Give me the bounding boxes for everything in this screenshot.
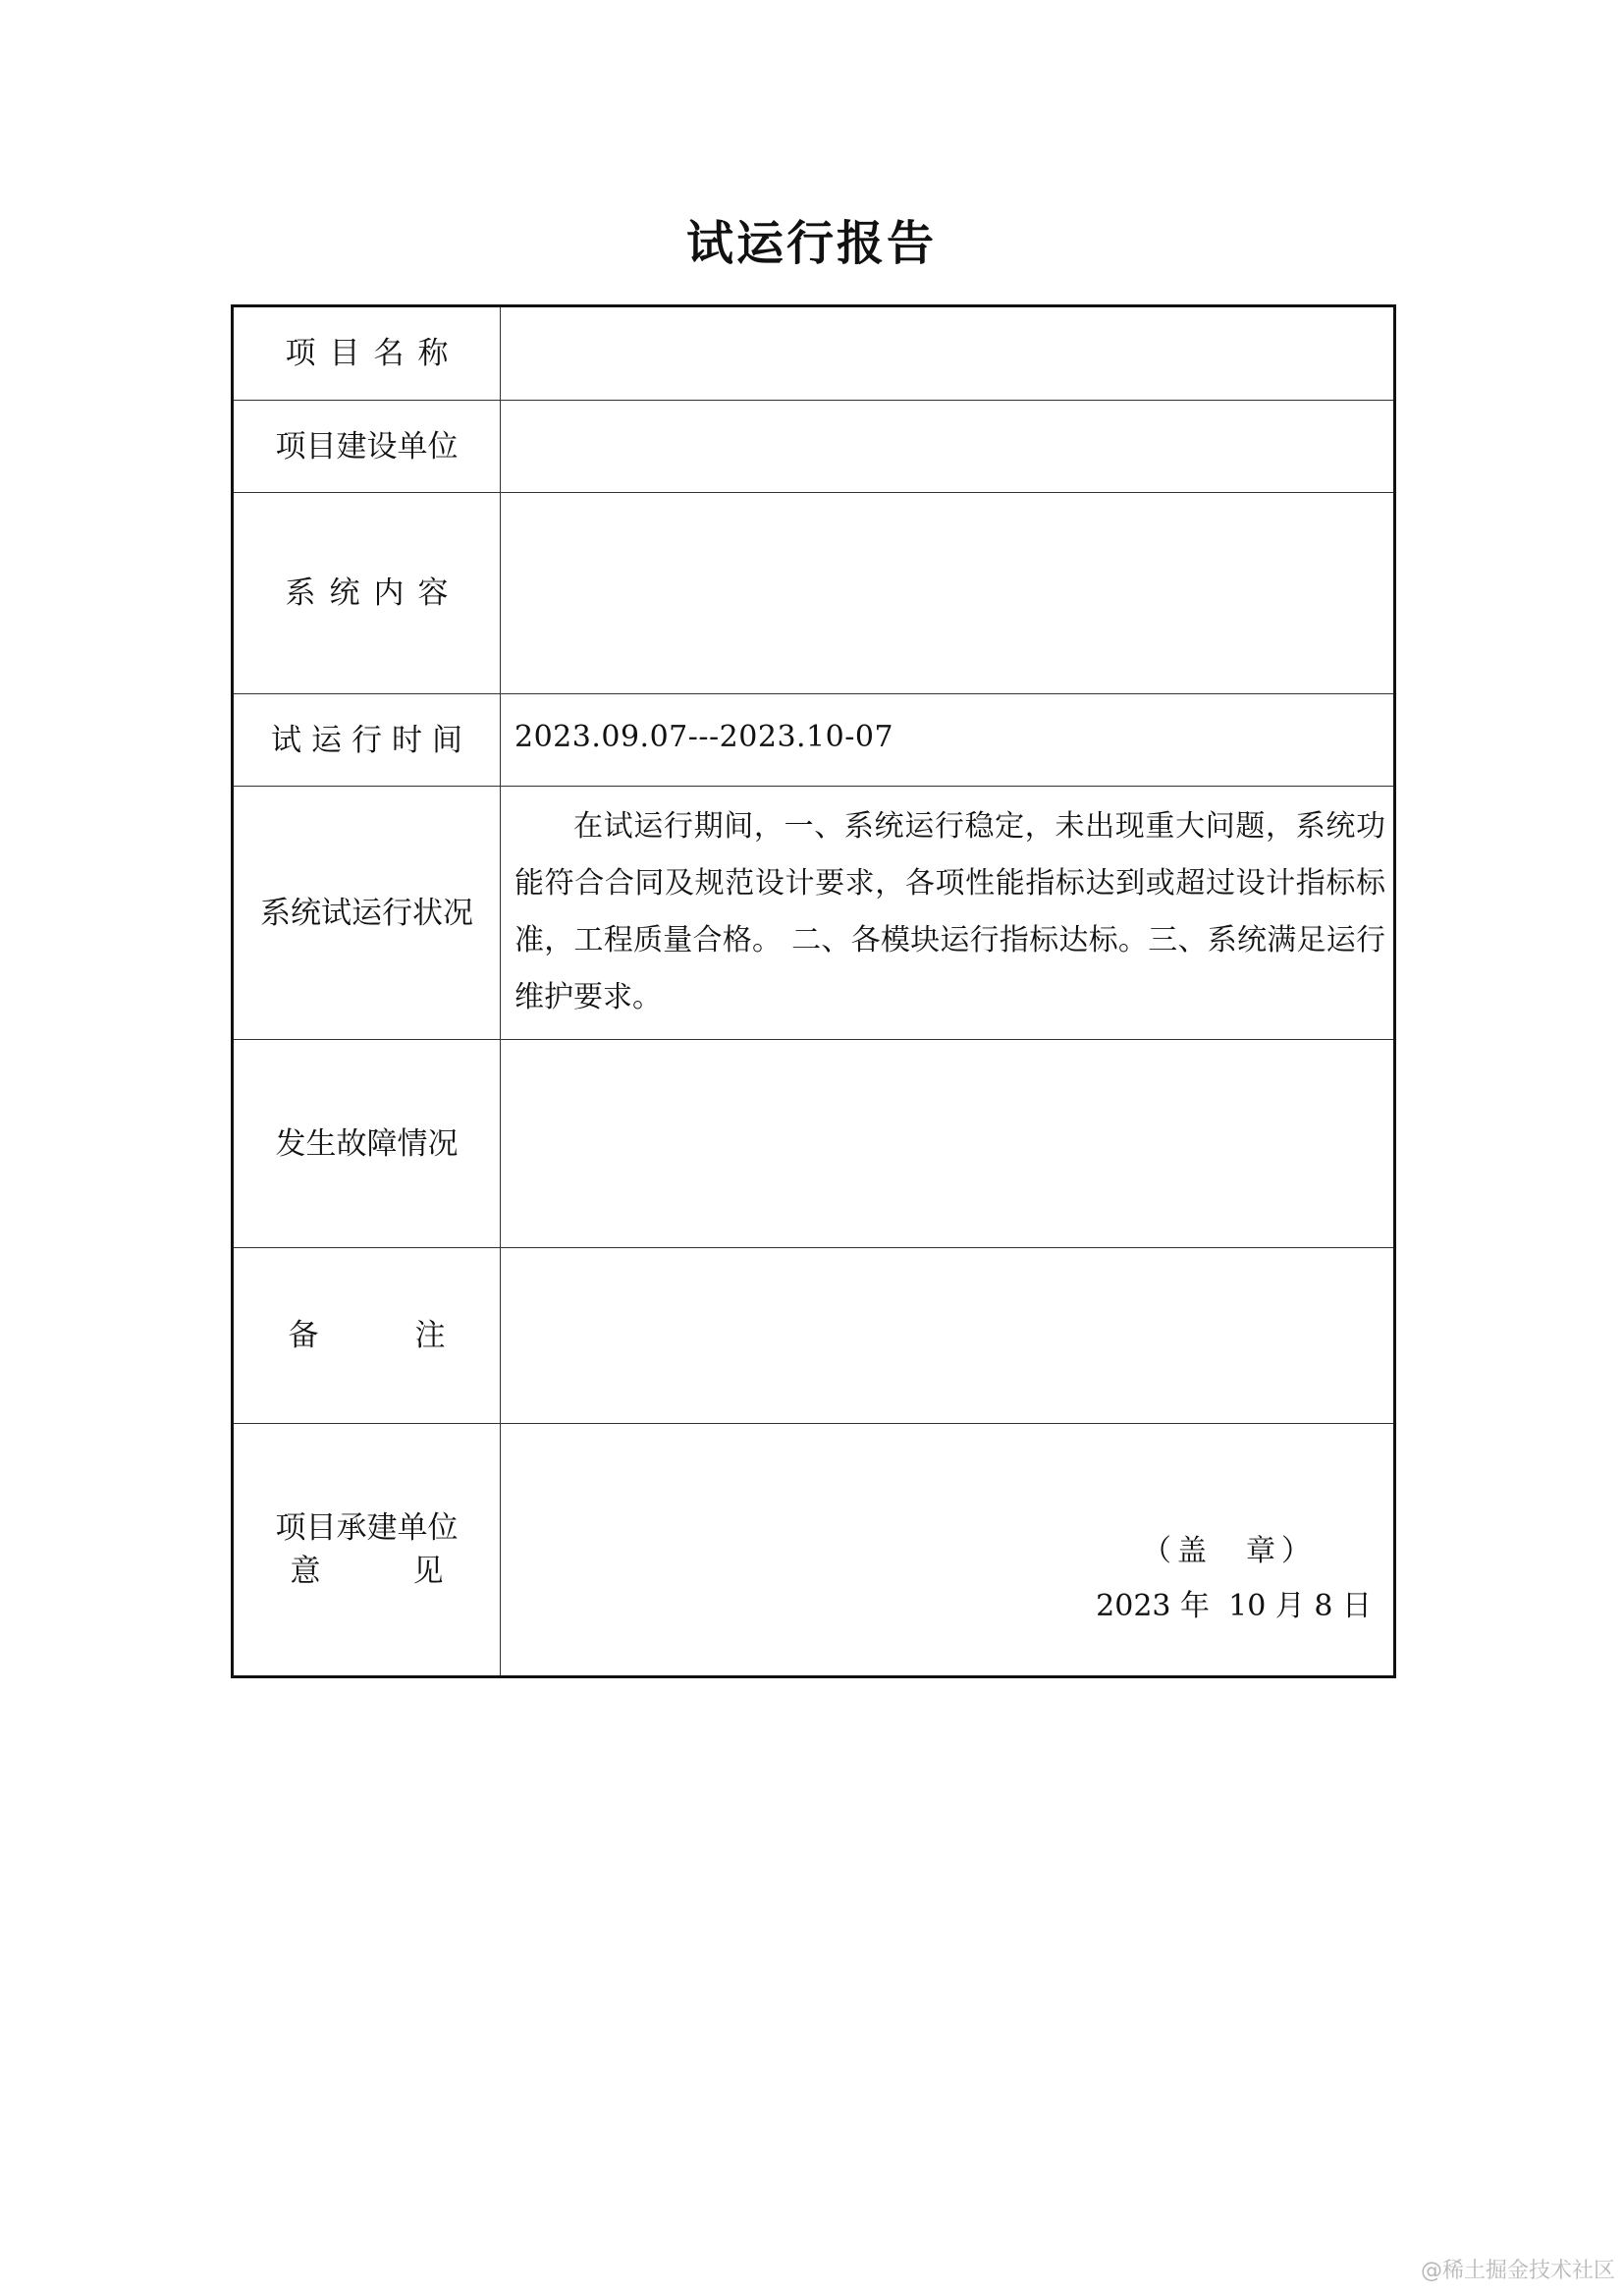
faults-value — [501, 1040, 1393, 1247]
row-trial-time — [234, 693, 1393, 786]
system-content-value — [501, 493, 1393, 693]
contractor-opinion-label-line2 — [277, 1550, 458, 1593]
stamp-placeholder — [1142, 1526, 1317, 1569]
trial-time-value: 2023.09.07---2023.10-07 — [514, 720, 894, 754]
project-name-label — [234, 307, 501, 400]
trial-status-label-text: 系统试运行状况 — [260, 895, 473, 931]
report-table — [231, 304, 1396, 1678]
remarks-label — [234, 1248, 501, 1423]
construction-unit-label-text: 项目建设单位 — [275, 428, 459, 465]
remarks-label-group — [289, 1313, 446, 1358]
faults-label — [234, 1040, 501, 1247]
watermark: @稀土掘金技术社区 — [1420, 2259, 1615, 2283]
contractor-opinion-value — [501, 1424, 1393, 1675]
row-trial-status — [234, 786, 1393, 1039]
row-remarks — [234, 1247, 1393, 1423]
row-contractor-opinion — [234, 1423, 1393, 1675]
contractor-opinion-label-line2-left: 意 — [290, 1554, 321, 1589]
project-name-value — [501, 307, 1393, 400]
trial-time-label-text: 试运行时间 — [271, 722, 472, 758]
sign-date: 2023 年 10 月 8 日 — [1096, 1589, 1372, 1623]
stamp-close: 章） — [1246, 1534, 1317, 1568]
trial-status-text: 在试运行期间，一、系统运行稳定，未出现重大问题，系统功能符合合同及规范设计要求，各项性能指标达到或超过设计指标标准，工程质量合格。 二、各模块运行指标达标。三、系统满足运行维护要求。 — [514, 809, 1385, 1014]
construction-unit-label — [234, 401, 501, 492]
stamp-open: （盖 — [1142, 1534, 1213, 1568]
contractor-opinion-label — [234, 1424, 501, 1675]
row-project-name — [234, 307, 1393, 400]
trial-time-value-cell — [501, 694, 1393, 786]
contractor-opinion-label-line2-right: 见 — [412, 1554, 444, 1589]
project-name-label-text: 项目名称 — [285, 336, 462, 371]
faults-label-text: 发生故障情况 — [275, 1125, 459, 1162]
remarks-value — [501, 1248, 1393, 1423]
row-construction-unit — [234, 400, 1393, 492]
row-system-content — [234, 492, 1393, 693]
document-title: 试运行报告 — [685, 216, 937, 271]
trial-status-label — [234, 787, 501, 1039]
row-faults — [234, 1039, 1393, 1247]
contractor-opinion-label-stack — [276, 1506, 459, 1593]
trial-time-label — [234, 694, 501, 786]
system-content-label-text: 系统内容 — [285, 575, 462, 611]
system-content-label — [234, 493, 501, 693]
contractor-opinion-label-line1: 项目承建单位 — [275, 1510, 459, 1546]
remarks-label-right: 注 — [414, 1318, 446, 1353]
remarks-label-left: 备 — [288, 1318, 319, 1353]
trial-status-value-cell — [501, 787, 1393, 1039]
construction-unit-value — [501, 401, 1393, 492]
